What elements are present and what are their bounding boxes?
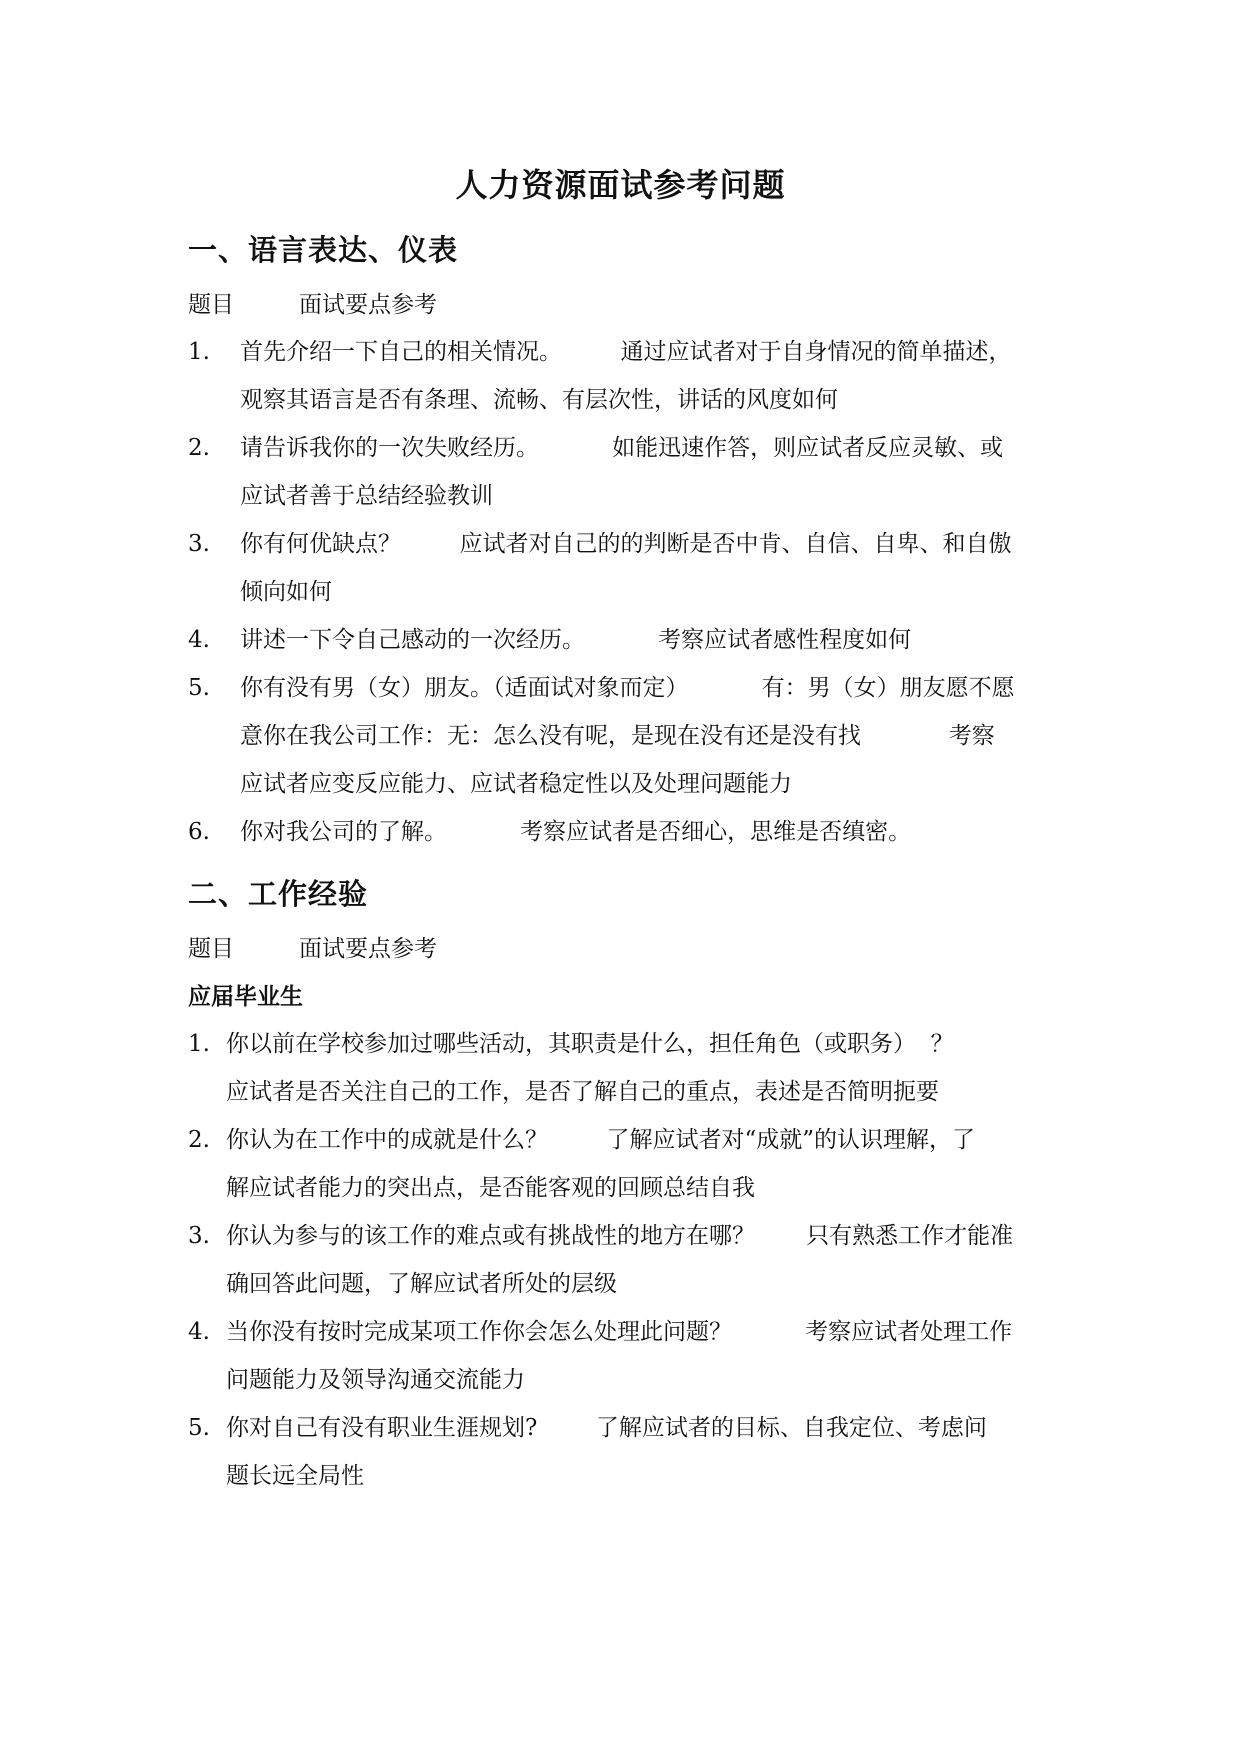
list-item: [188, 1020, 954, 1116]
list-item: [188, 1404, 987, 1500]
item-line: 倾向如何: [240, 579, 332, 605]
list-item: [188, 1116, 975, 1212]
item-line: 应试者应变反应能力、应试者稳定性以及处理问题能力: [240, 771, 792, 797]
item-number: 4.: [188, 627, 210, 653]
item-number: 3.: [188, 1223, 210, 1249]
subheading-graduates: 应届毕业生: [188, 984, 303, 1010]
column-header-points: 面试要点参考: [299, 292, 437, 318]
item-line: 你对自己有没有职业生涯规划? 了解应试者的目标、自我定位、考虑问: [226, 1415, 987, 1441]
section-heading-1: 一、语言表达、仪表: [188, 233, 459, 267]
list-item: [188, 616, 911, 664]
item-number: 1.: [188, 1031, 210, 1057]
item-number: 3.: [188, 531, 210, 557]
list-item: [188, 808, 911, 856]
item-line: 应试者善于总结经验教训: [240, 483, 493, 509]
item-number: 2.: [188, 435, 210, 461]
column-header-question: 题目: [188, 936, 234, 962]
item-number: 6.: [188, 819, 210, 845]
item-line: 当你没有按时完成某项工作你会怎么处理此问题？ 考察应试者处理工作: [226, 1319, 1013, 1345]
item-line: 讲述一下令自己感动的一次经历。 考察应试者感性程度如何: [240, 627, 912, 653]
list-item: [188, 520, 1012, 616]
section-heading-2: 二、工作经验: [188, 877, 369, 911]
item-number: 1.: [188, 339, 210, 365]
item-line: 你认为参与的该工作的难点或有挑战性的地方在哪？ 只有熟悉工作才能准: [226, 1223, 1014, 1249]
page-title: 人力资源面试参考问题: [455, 166, 786, 204]
list-item: [188, 328, 1012, 424]
item-line: 你有何优缺点？ 应试者对自己的的判断是否中肯、自信、自卑、和自傲: [240, 531, 1012, 557]
list-item: [188, 1308, 1012, 1404]
item-line: 你对我公司的了解。 考察应试者是否细心，思维是否缜密。: [240, 819, 912, 845]
item-line: 观察其语言是否有条理、流畅、有层次性，讲话的风度如何: [240, 387, 838, 413]
item-number: 5.: [188, 675, 210, 701]
list-item: [188, 664, 1015, 808]
item-line: 请告诉我你的一次失败经历。 如能迅速作答，则应试者反应灵敏、或: [240, 435, 1004, 461]
item-line: 题长远全局性: [226, 1463, 364, 1489]
item-number: 4.: [188, 1319, 210, 1345]
item-line: 你有没有男（女）朋友。（适面试对象而定） 有：男（女）朋友愿不愿: [240, 675, 1015, 701]
column-header-row-2: [188, 930, 437, 963]
item-line: 首先介绍一下自己的相关情况。 通过应试者对于自身情况的简单描述，: [240, 339, 1012, 365]
list-item: [188, 424, 1003, 520]
item-line: 应试者是否关注自己的工作，是否了解自己的重点，表述是否简明扼要: [226, 1079, 939, 1105]
item-line: 意你在我公司工作：无：怎么没有呢，是现在没有还是没有找 考察: [240, 723, 995, 749]
column-header-points: 面试要点参考: [299, 936, 437, 962]
item-number: 2.: [188, 1127, 210, 1153]
item-line: 你认为在工作中的成就是什么？ 了解应试者对“成就”的认识理解，了: [226, 1127, 976, 1153]
item-line: 问题能力及领导沟通交流能力: [226, 1367, 525, 1393]
item-line: 解应试者能力的突出点，是否能客观的回顾总结自我: [226, 1175, 755, 1201]
column-header-question: 题目: [188, 292, 234, 318]
item-line: 确回答此问题，了解应试者所处的层级: [226, 1271, 617, 1297]
list-item: [188, 1212, 1013, 1308]
item-line: 你以前在学校参加过哪些活动，其职责是什么，担任角色（或职务） ？: [226, 1031, 954, 1057]
item-number: 5.: [188, 1415, 210, 1441]
column-header-row-1: [188, 286, 437, 319]
